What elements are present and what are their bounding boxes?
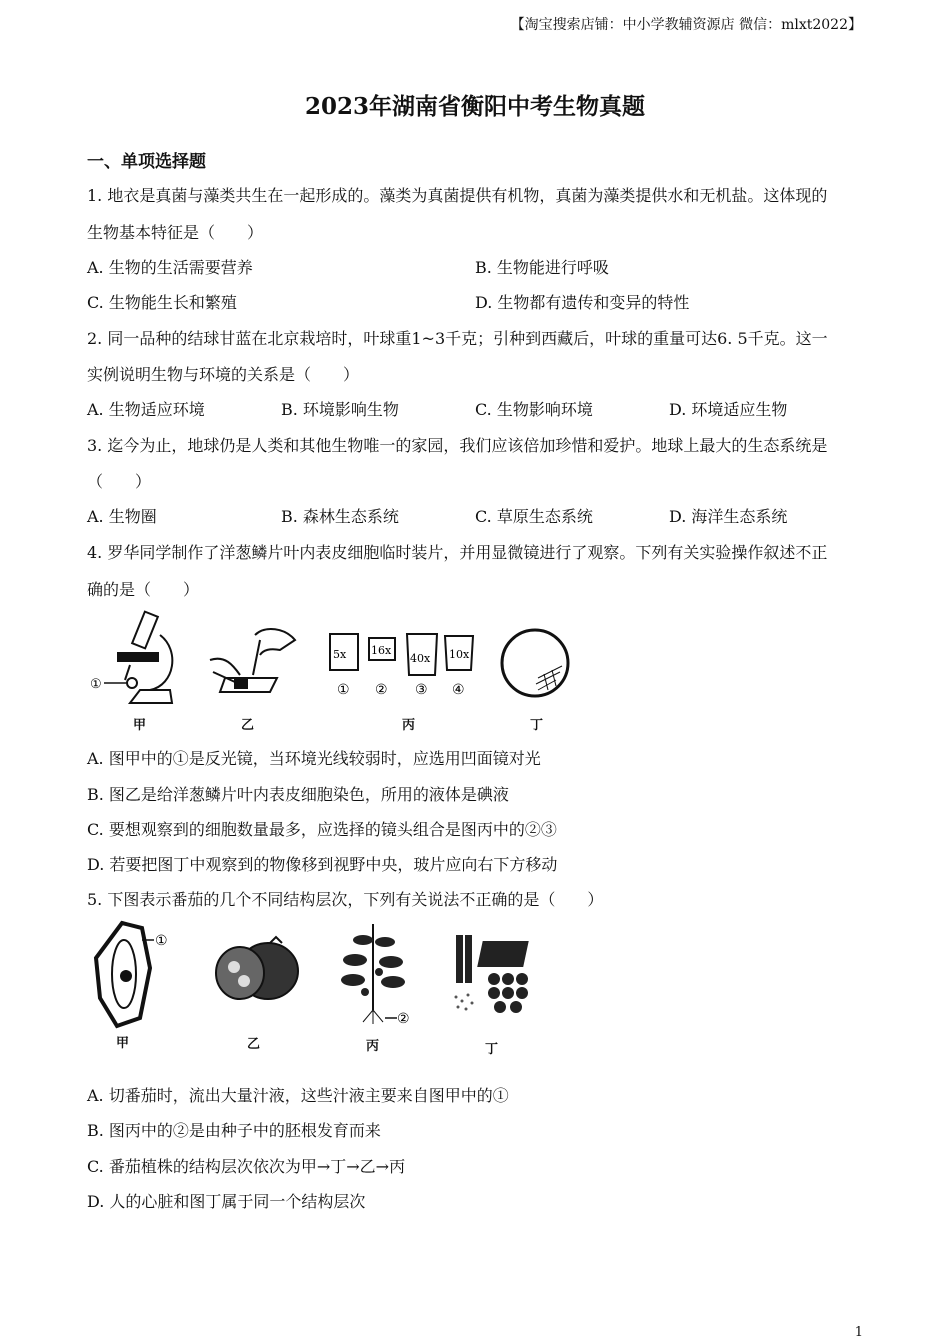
question-3-stem: 3. 迄今为止，地球仍是人类和其他生物唯一的家园，我们应该倍加珍惜和爱护。地球上最大的生态系统是: [87, 436, 828, 455]
plant-marker: ②: [397, 1011, 410, 1027]
figure-label-ding: 丁: [530, 718, 544, 733]
lens-set-figure: [325, 630, 485, 700]
cell-marker: ①: [155, 933, 168, 949]
question-3-option-d: D. 海洋生态系统: [669, 507, 788, 526]
figure-label-bing: 丙: [366, 1039, 380, 1054]
section-title: 一、单项选择题: [87, 152, 206, 172]
question-2-option-a: A. 生物适应环境: [87, 400, 205, 419]
lens-label: 40x: [410, 652, 431, 665]
question-3-option-a: A. 生物圈: [87, 507, 157, 526]
question-1-option-a: A. 生物的生活需要营养: [87, 258, 253, 277]
tissue-figure: [450, 935, 540, 1020]
figure-label-bing: 丙: [402, 718, 416, 733]
figure-label-jia: 甲: [133, 718, 147, 733]
field-of-view-figure: [498, 626, 574, 702]
microscope-marker: ①: [90, 677, 102, 692]
lens-number: ④: [452, 682, 465, 698]
question-5-option-b: B. 图丙中的②是由种子中的胚根发育而来: [87, 1121, 381, 1140]
question-2-option-b: B. 环境影响生物: [281, 400, 399, 419]
staining-figure: [205, 620, 300, 700]
figure-label-jia: 甲: [116, 1036, 130, 1051]
question-1-option-b: B. 生物能进行呼吸: [475, 258, 609, 277]
lens-label: 10x: [449, 648, 470, 661]
question-2-stem: 2. 同一品种的结球甘蓝在北京栽培时，叶球重1~3千克；引种到西藏后，叶球的重量可达6. 5千克。这一: [87, 329, 828, 348]
question-4-stem-cont: 确的是（ ）: [87, 580, 200, 599]
question-2-stem-cont: 实例说明生物与环境的关系是（ ）: [87, 365, 360, 384]
question-4-option-a: A. 图甲中的①是反光镜，当环境光线较弱时，应选用凹面镜对光: [87, 749, 541, 768]
shop-note: 【淘宝搜索店铺：中小学教辅资源店 微信：mlxt2022】: [510, 17, 862, 33]
lens-label: 5x: [333, 648, 347, 661]
plant-cell-figure: [92, 918, 177, 1033]
question-2-option-d: D. 环境适应生物: [669, 400, 788, 419]
question-5-stem: 5. 下图表示番茄的几个不同结构层次，下列有关说法不正确的是（ ）: [87, 890, 604, 909]
question-4-option-d: D. 若要把图丁中观察到的物像移到视野中央，玻片应向右下方移动: [87, 855, 558, 874]
figure-label-yi: 乙: [247, 1037, 261, 1052]
question-5-option-c: C. 番茄植株的结构层次依次为甲→丁→乙→丙: [87, 1157, 406, 1176]
lens-label: 16x: [371, 644, 392, 657]
question-4-option-b: B. 图乙是给洋葱鳞片叶内表皮细胞染色，所用的液体是碘液: [87, 785, 509, 804]
question-3-option-b: B. 森林生态系统: [281, 507, 399, 526]
page-number: 1: [854, 1325, 863, 1340]
question-3-option-c: C. 草原生态系统: [475, 507, 593, 526]
microscope-figure: [90, 605, 180, 710]
lens-number: ③: [415, 682, 428, 698]
question-1-option-d: D. 生物都有遗传和变异的特性: [475, 293, 690, 312]
question-4-option-c: C. 要想观察到的细胞数量最多，应选择的镜头组合是图丙中的②③: [87, 820, 557, 839]
tomato-figure: [210, 935, 300, 1005]
page-title: 2023年湖南省衡阳中考生物真题: [304, 93, 645, 120]
question-1-stem-cont: 生物基本特征是（ ）: [87, 223, 264, 242]
figure-label-ding: 丁: [485, 1042, 499, 1057]
figure-label-yi: 乙: [241, 718, 255, 733]
question-5-option-a: A. 切番茄时，流出大量汁液，这些汁液主要来自图甲中的①: [87, 1086, 509, 1105]
lens-number: ②: [375, 682, 388, 698]
question-1-stem: 1. 地衣是真菌与藻类共生在一起形成的。藻类为真菌提供有机物，真菌为藻类提供水和无机盐。这体现的: [87, 186, 828, 205]
question-1-option-c: C. 生物能生长和繁殖: [87, 293, 237, 312]
tomato-plant-figure: [333, 918, 423, 1028]
question-4-stem: 4. 罗华同学制作了洋葱鳞片叶内表皮细胞临时装片，并用显微镜进行了观察。下列有关实验操作叙述不正: [87, 543, 828, 562]
question-3-stem-cont: （ ）: [87, 472, 152, 491]
lens-number: ①: [337, 682, 350, 698]
question-5-option-d: D. 人的心脏和图丁属于同一个结构层次: [87, 1192, 366, 1211]
question-2-option-c: C. 生物影响环境: [475, 400, 593, 419]
